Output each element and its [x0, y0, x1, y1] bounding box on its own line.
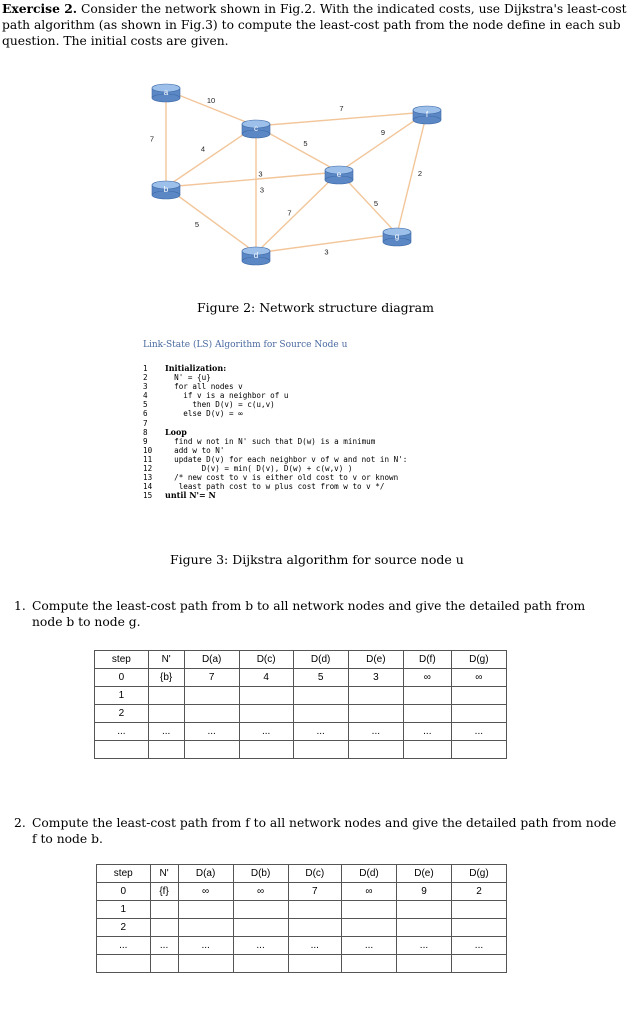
question-2-text: Compute the least-cost path from f to all network nodes and give the detailed path from node f to node b. [32, 816, 617, 846]
algorithm-line [143, 464, 407, 473]
table-header-cell: D(d) [342, 865, 397, 883]
node-label: a [163, 88, 169, 97]
table-cell [396, 901, 451, 919]
edge-cost-label: 3 [259, 185, 265, 195]
router-node-f [413, 106, 441, 124]
line-text: if v is a neighbor of u [165, 391, 289, 401]
router-node-b [152, 181, 180, 199]
line-text: for all nodes v [165, 382, 243, 392]
table-cell [184, 687, 239, 705]
line-number: 9 [143, 436, 148, 446]
edge-b-e [166, 169, 339, 187]
table-row [95, 705, 507, 723]
table-cell [184, 705, 239, 723]
line-number: 14 [143, 482, 153, 492]
table-cell: ... [348, 723, 403, 741]
table-cell: 4 [239, 669, 293, 687]
figure3-caption: Figure 3: Dijkstra algorithm for source node u [170, 552, 464, 567]
table-header-cell: D(b) [233, 865, 288, 883]
table-header-cell: step [95, 651, 149, 669]
table-cell [293, 687, 348, 705]
table-row [97, 937, 507, 955]
table-cell [233, 919, 288, 937]
table-cell [293, 705, 348, 723]
algorithm-title: Link-State (LS) Algorithm for Source Node u [143, 340, 348, 350]
table-row [97, 955, 507, 973]
table-header-cell: D(e) [396, 865, 451, 883]
table-cell: 9 [396, 883, 451, 901]
line-number: 15 [143, 491, 153, 501]
table-row [95, 741, 507, 759]
question-2-number: 2. [14, 816, 26, 830]
edge-cost-label: 5 [373, 199, 379, 208]
table-header-cell: D(a) [184, 651, 239, 669]
table-header-cell: N' [150, 865, 178, 883]
table-row [97, 883, 507, 901]
table-cell: 2 [97, 919, 151, 937]
router-node-d [242, 247, 270, 265]
table-cell: {f} [150, 883, 178, 901]
table-cell [239, 705, 293, 723]
table-cell [178, 901, 233, 919]
algorithm-line [143, 373, 407, 382]
table-header-cell: D(d) [293, 651, 348, 669]
table-cell [396, 955, 451, 973]
table-cell: ∞ [233, 883, 288, 901]
line-number: 13 [143, 473, 153, 483]
table-cell [148, 705, 184, 723]
table-cell: ∞ [403, 669, 451, 687]
line-number: 11 [143, 454, 153, 464]
algorithm-line [143, 391, 407, 400]
algorithm-line [143, 446, 407, 455]
table-cell [150, 919, 178, 937]
table-cell: ... [178, 937, 233, 955]
algorithm-listing [143, 364, 407, 500]
line-number: 6 [143, 409, 148, 419]
table-cell [342, 919, 397, 937]
question-1-text: Compute the least-cost path from b to all network nodes and give the detailed path from node b to node g. [32, 599, 586, 629]
line-number: 5 [143, 400, 148, 410]
question-1-table [94, 650, 507, 759]
line-number: 7 [143, 418, 148, 428]
edge-cost-label: 2 [417, 169, 423, 178]
edge-cost-label: 7 [287, 208, 292, 218]
table-cell: ... [293, 723, 348, 741]
algorithm-line [143, 382, 407, 391]
algorithm-line [143, 400, 407, 409]
line-number: 10 [143, 445, 153, 455]
edge-cost-label: 7 [149, 134, 155, 144]
table-header-row [97, 865, 507, 883]
table-cell [239, 741, 293, 759]
table-cell: ... [97, 937, 151, 955]
table-cell [348, 687, 403, 705]
router-node-e [325, 166, 353, 184]
table-cell [148, 687, 184, 705]
table-header-cell: D(c) [288, 865, 341, 883]
table-cell: 1 [95, 687, 149, 705]
line-number: 3 [143, 382, 148, 392]
line-text: else D(v) = ∞ [165, 409, 243, 419]
table-row [95, 687, 507, 705]
table-cell [396, 919, 451, 937]
edge-cost-label: 3 [258, 169, 263, 179]
line-text: Loop [165, 426, 187, 437]
table-cell: 0 [95, 669, 149, 687]
table-row [95, 723, 507, 741]
edge-b-d [163, 185, 256, 253]
question-2 [14, 815, 619, 847]
table-cell [451, 687, 506, 705]
algorithm-line [143, 428, 407, 437]
node-label: f [425, 110, 429, 119]
table-cell [451, 741, 506, 759]
table-cell: 3 [348, 669, 403, 687]
table-cell [97, 955, 151, 973]
table-cell: 7 [184, 669, 239, 687]
table-cell [342, 955, 397, 973]
table-cell [348, 705, 403, 723]
table-cell: ... [403, 723, 451, 741]
line-text: update D(v) for each neighbor v of w and not in N': [165, 454, 408, 464]
table-cell: 2 [95, 705, 149, 723]
table-cell [178, 955, 233, 973]
table-cell: ... [396, 937, 451, 955]
table-cell [451, 901, 506, 919]
table-cell: ... [451, 937, 506, 955]
router-node-g [383, 228, 411, 246]
table-cell: ... [184, 723, 239, 741]
edge-f-g [397, 112, 427, 234]
table-cell: ... [150, 937, 178, 955]
table-cell: {b} [148, 669, 184, 687]
table-cell [288, 919, 341, 937]
table-cell [184, 741, 239, 759]
router-node-c [242, 120, 270, 138]
table-cell: ∞ [342, 883, 397, 901]
table-cell [348, 741, 403, 759]
question-1 [14, 598, 619, 630]
table-header-cell: D(f) [403, 651, 451, 669]
table-cell [451, 919, 506, 937]
table-row [97, 919, 507, 937]
table-cell [95, 741, 149, 759]
figure2-caption: Figure 2: Network structure diagram [197, 300, 434, 315]
table-cell: ... [288, 937, 341, 955]
line-number: 4 [143, 391, 148, 401]
table-cell [293, 741, 348, 759]
table-cell [150, 901, 178, 919]
table-cell: ... [95, 723, 149, 741]
table-cell: 5 [293, 669, 348, 687]
table-cell [403, 687, 451, 705]
table-cell [233, 955, 288, 973]
table-row [97, 901, 507, 919]
table-cell [342, 901, 397, 919]
table-header-cell: D(a) [178, 865, 233, 883]
algorithm-line [143, 473, 407, 482]
table-cell: ∞ [451, 669, 506, 687]
line-text: Initialization: [165, 363, 227, 373]
edge-cost-label: 9 [380, 128, 386, 137]
line-text: then D(v) = c(u,v) [165, 400, 275, 410]
table-row [95, 669, 507, 687]
table-header-cell: D(c) [239, 651, 293, 669]
table-cell: ... [148, 723, 184, 741]
table-cell [150, 955, 178, 973]
edge-e-d [256, 169, 339, 253]
line-number: 1 [143, 364, 148, 373]
node-label: b [163, 185, 169, 194]
line-text: add w to N' [165, 445, 225, 455]
line-text: D(v) = min( D(v), D(w) + c(w,v) ) [165, 464, 353, 474]
line-text: N' = {u} [165, 373, 211, 383]
table-cell: ... [342, 937, 397, 955]
table-cell: ... [451, 723, 506, 741]
question-2-table [96, 864, 507, 973]
node-label: d [253, 251, 259, 260]
table-cell [239, 687, 293, 705]
line-text: find w not in N' such that D(w) is a minimum [165, 436, 376, 446]
line-number: 8 [143, 427, 148, 437]
algorithm-line [143, 491, 407, 500]
table-header-cell: N' [148, 651, 184, 669]
table-cell [403, 741, 451, 759]
exercise-heading: Exercise 2. [2, 1, 78, 16]
edge-cost-label: 10 [206, 96, 216, 105]
table-cell: 7 [288, 883, 341, 901]
table-header-cell: D(g) [451, 651, 506, 669]
node-label: g [394, 232, 400, 241]
algorithm-line [143, 437, 407, 446]
edge-cost-label: 5 [194, 220, 200, 229]
line-number: 12 [143, 464, 153, 474]
edge-cost-label: 3 [324, 247, 329, 257]
table-header-cell: D(g) [451, 865, 506, 883]
question-1-number: 1. [14, 599, 26, 613]
table-cell [178, 919, 233, 937]
line-number: 2 [143, 373, 148, 383]
table-cell [233, 901, 288, 919]
router-node-a [152, 84, 180, 102]
network-diagram [0, 0, 633, 300]
table-cell: 0 [97, 883, 151, 901]
table-cell [403, 705, 451, 723]
node-label: c [254, 124, 258, 133]
table-cell [288, 955, 341, 973]
table-cell: ... [233, 937, 288, 955]
algorithm-line [143, 409, 407, 418]
exercise-text: Consider the network shown in Fig.2. With the indicated costs, use Dijkstra's least-cost path algorithm (as shown in Fig.3) to compute the least-cost path from the node define in each sub question. The initial costs are given. [2, 2, 627, 48]
table-cell [288, 901, 341, 919]
edge-cost-label: 4 [200, 144, 206, 154]
edge-cost-label: 5 [303, 139, 308, 148]
table-header-cell: step [97, 865, 151, 883]
table-cell [148, 741, 184, 759]
table-cell [451, 705, 506, 723]
edge-c-f [256, 112, 427, 126]
table-header-cell: D(e) [348, 651, 403, 669]
algorithm-line [143, 455, 407, 464]
line-text: until N'= N [165, 490, 216, 501]
table-cell: ... [239, 723, 293, 741]
line-text: least path cost to w plus cost from w to v */ [165, 482, 385, 492]
table-cell: ∞ [178, 883, 233, 901]
node-label: e [336, 170, 342, 179]
line-text: /* new cost to v is either old cost to v or known [165, 473, 399, 483]
algorithm-line [143, 364, 407, 373]
edge-cost-label: 7 [339, 104, 344, 113]
table-cell [451, 955, 506, 973]
table-cell: 1 [97, 901, 151, 919]
table-header-row [95, 651, 507, 669]
table-cell: 2 [451, 883, 506, 901]
